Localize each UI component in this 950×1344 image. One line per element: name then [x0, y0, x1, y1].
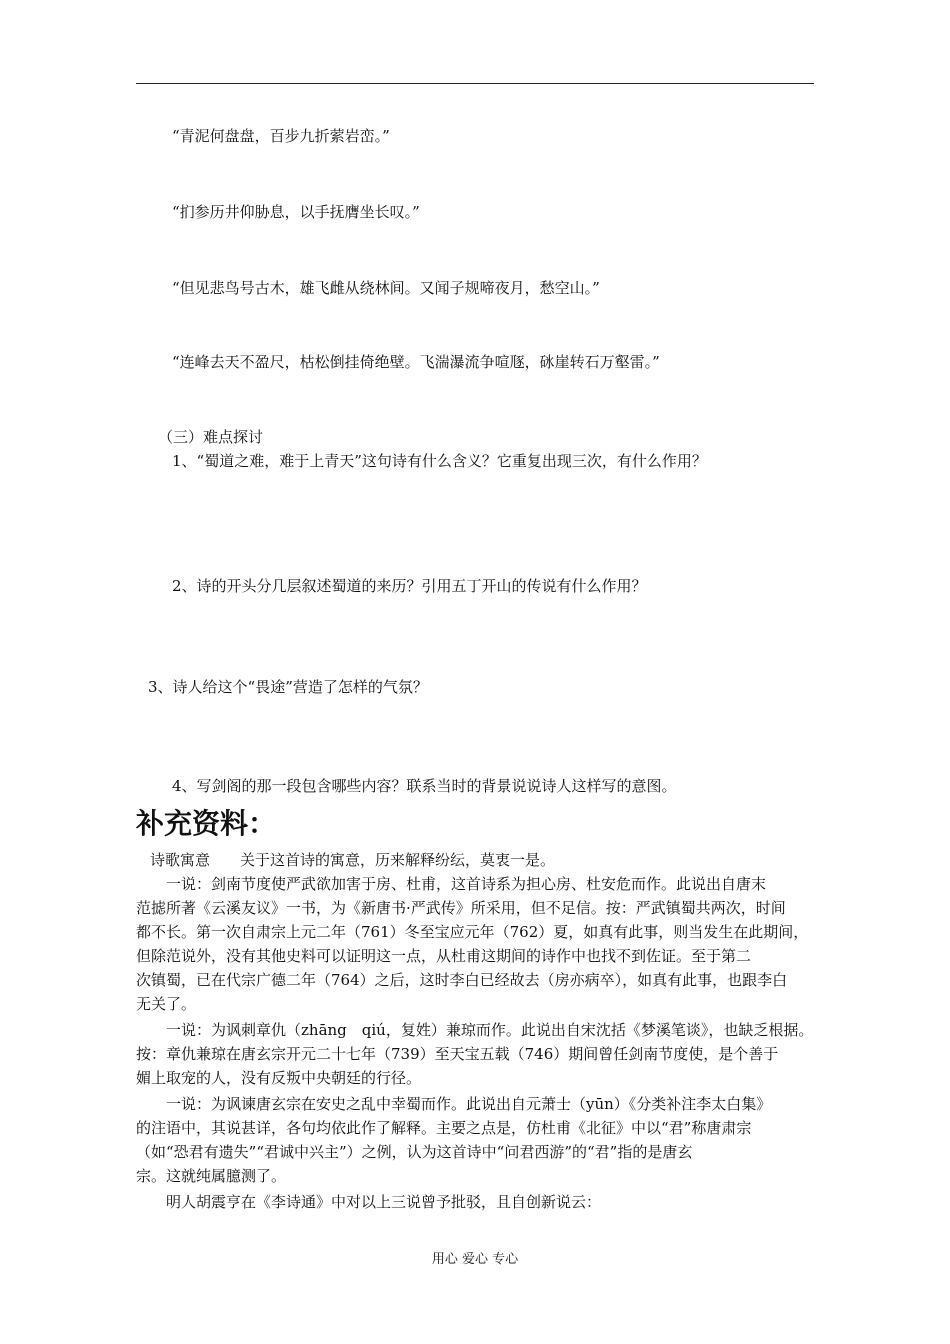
paragraph-line: 媚上取宠的人，没有反叛中央朝廷的行径。	[136, 1069, 422, 1087]
quote-1: “青泥何盘盘，百步九折萦岩峦。”	[172, 127, 390, 145]
question-2: 2、诗的开头分几层叙述蜀道的来历？引用五丁开山的传说有什么作用？	[172, 577, 647, 595]
quote-2: “扪参历井仰胁息，以手抚膺坐长叹。”	[172, 203, 420, 221]
paragraph-1	[136, 872, 826, 1016]
paragraph-3	[136, 1092, 826, 1188]
paragraph-line: 宗。这就纯属臆测了。	[136, 1167, 287, 1185]
paragraph-line: 都不长。第一次自肃宗上元二年（761）冬至宝应元年（762）夏，如真有此事，则当发生在此期间，	[136, 923, 809, 941]
paragraph-line: 一说：为讽刺章仇（zhāng qiú，复姓）兼琼而作。此说出自宋沈括《梦溪笔谈》，也缺乏根据。	[136, 1021, 814, 1039]
question-3: 3、诗人给这个“畏途”营造了怎样的气氛？	[148, 678, 428, 696]
question-4: 4、写剑阁的那一段包含哪些内容？联系当时的背景说说诗人这样写的意图。	[172, 777, 677, 795]
paragraph-line: 明人胡震亨在《李诗通》中对以上三说曾予批驳，且自创新说云：	[136, 1193, 602, 1211]
paragraph-line: 按：章仇兼琼在唐玄宗开元二十七年（739）至天宝五载（746）期间曾任剑南节度使，是个善于	[136, 1045, 779, 1063]
page-footer: 用心 爱心 专心	[431, 1252, 519, 1267]
paragraph-line: 无关了。	[136, 995, 197, 1013]
paragraph-line: 一说：为讽谏唐玄宗在安史之乱中幸蜀而作。此说出自元萧士（yūn）《分类补注李太白集》	[136, 1095, 772, 1113]
paragraph-2	[136, 1018, 826, 1090]
section-title: （三）难点探讨	[158, 428, 264, 446]
quote-4: “连峰去天不盈尺，枯松倒挂倚绝壁。飞湍瀑流争喧豗，砯崖转石万壑雷。”	[172, 353, 660, 371]
question-1: 1、“蜀道之难，难于上青天”这句诗有什么含义？它重复出现三次，有什么作用？	[172, 452, 707, 470]
paragraph-line: 但除范说外，没有其他史料可以证明这一点，从杜甫这期间的诗作中也找不到佐证。至于第二	[136, 947, 752, 965]
supplement-heading: 补充资料：	[136, 807, 277, 840]
paragraph-line: 一说：剑南节度使严武欲加害于房、杜甫，这首诗系为担心房、杜安危而作。此说出自唐末	[136, 875, 767, 893]
intro-line: 诗歌寓意 关于这首诗的寓意，历来解释纷纭，莫衷一是。	[150, 851, 556, 869]
quote-3: “但见悲鸟号古木，雄飞雌从绕林间。又闻子规啼夜月，愁空山。”	[172, 279, 600, 297]
paragraph-line: 的注语中，其说甚详，各句均依此作了解释。主要之点是，仿杜甫《北征》中以“君”称唐肃宗	[136, 1119, 752, 1137]
paragraph-line: 次镇蜀，已在代宗广德二年（764）之后，这时李白已经故去（房亦病卒），如真有此事，也跟李白	[136, 971, 788, 989]
paragraph-4	[136, 1190, 826, 1214]
paragraph-line: （如“恐君有遗失”“君诚中兴主”）之例，认为这首诗中“问君西游”的“君”指的是唐玄	[136, 1143, 693, 1161]
header-rule	[136, 83, 814, 84]
paragraph-line: 范摅所著《云溪友议》一书，为《新唐书·严武传》所采用，但不足信。按：严武镇蜀共两次，时间	[136, 899, 786, 917]
